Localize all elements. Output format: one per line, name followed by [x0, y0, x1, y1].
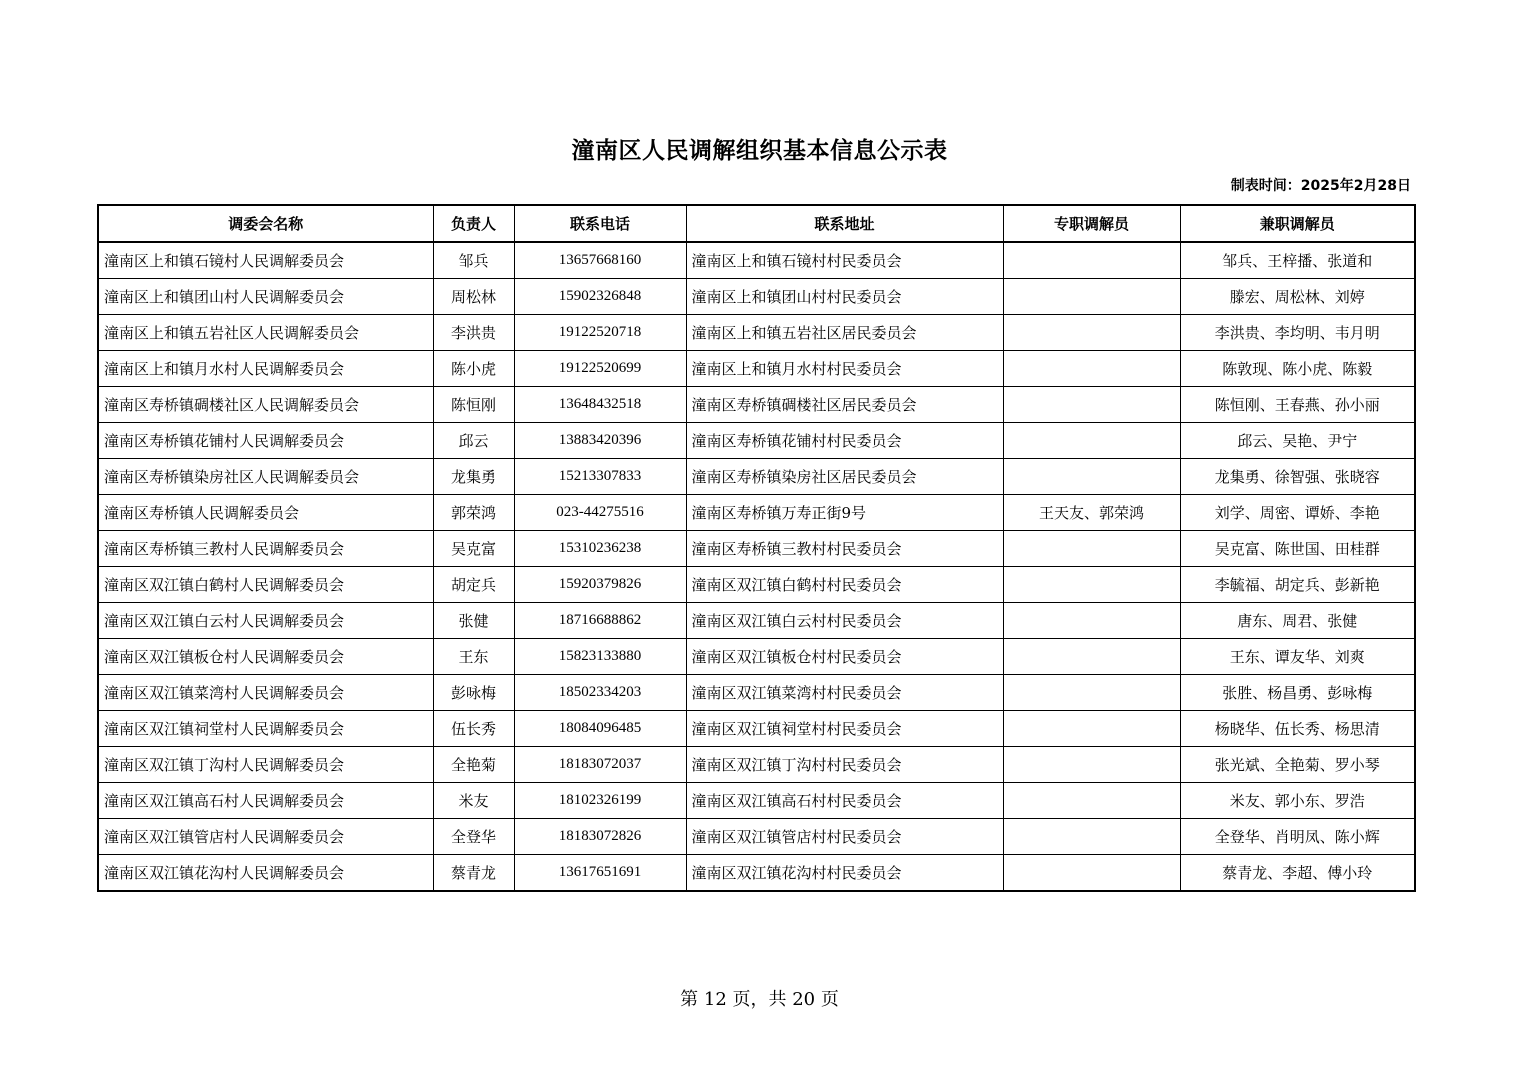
cell-address: 潼南区双江镇祠堂村村民委员会	[686, 711, 1003, 747]
table-row	[98, 819, 1415, 855]
cell-person-in-charge: 郭荣鸿	[433, 495, 514, 531]
table-row	[98, 351, 1415, 387]
cell-address: 潼南区上和镇团山村村民委员会	[686, 279, 1003, 315]
cell-person-in-charge: 王东	[433, 639, 514, 675]
cell-phone: 19122520699	[514, 351, 686, 387]
cell-fulltime-mediators	[1003, 387, 1180, 423]
cell-fulltime-mediators	[1003, 711, 1180, 747]
cell-person-in-charge: 周松林	[433, 279, 514, 315]
table-date: 制表时间：2025年2月28日	[1230, 178, 1411, 194]
table-header-row	[98, 205, 1415, 242]
cell-address: 潼南区上和镇石镜村村民委员会	[686, 242, 1003, 279]
document-title: 潼南区人民调解组织基本信息公示表	[571, 137, 948, 164]
cell-person-in-charge: 陈恒刚	[433, 387, 514, 423]
cell-phone: 15823133880	[514, 639, 686, 675]
table-row	[98, 855, 1415, 892]
table-row	[98, 567, 1415, 603]
cell-person-in-charge: 龙集勇	[433, 459, 514, 495]
table-body	[98, 242, 1415, 891]
cell-person-in-charge: 彭咏梅	[433, 675, 514, 711]
cell-person-in-charge: 米友	[433, 783, 514, 819]
cell-fulltime-mediators	[1003, 315, 1180, 351]
cell-phone: 18102326199	[514, 783, 686, 819]
cell-phone: 19122520718	[514, 315, 686, 351]
cell-committee-name: 潼南区上和镇五岩社区人民调解委员会	[98, 315, 433, 351]
cell-address: 潼南区双江镇板仓村村民委员会	[686, 639, 1003, 675]
cell-phone: 18183072826	[514, 819, 686, 855]
table-row	[98, 783, 1415, 819]
cell-committee-name: 潼南区上和镇团山村人民调解委员会	[98, 279, 433, 315]
cell-phone: 15920379826	[514, 567, 686, 603]
table-row	[98, 459, 1415, 495]
column-header-committee-name: 调委会名称	[98, 205, 433, 242]
cell-parttime-mediators: 唐东、周君、张健	[1180, 603, 1415, 639]
cell-address: 潼南区寿桥镇三教村村民委员会	[686, 531, 1003, 567]
cell-address: 潼南区双江镇高石村村民委员会	[686, 783, 1003, 819]
cell-fulltime-mediators	[1003, 423, 1180, 459]
cell-committee-name: 潼南区双江镇管店村人民调解委员会	[98, 819, 433, 855]
cell-parttime-mediators: 全登华、肖明凤、陈小辉	[1180, 819, 1415, 855]
cell-phone: 18084096485	[514, 711, 686, 747]
cell-parttime-mediators: 杨晓华、伍长秀、杨思清	[1180, 711, 1415, 747]
cell-fulltime-mediators	[1003, 603, 1180, 639]
table-row	[98, 711, 1415, 747]
cell-person-in-charge: 胡定兵	[433, 567, 514, 603]
cell-person-in-charge: 蔡青龙	[433, 855, 514, 892]
cell-person-in-charge: 吴克富	[433, 531, 514, 567]
cell-fulltime-mediators	[1003, 242, 1180, 279]
cell-phone: 13883420396	[514, 423, 686, 459]
table-row	[98, 603, 1415, 639]
cell-phone: 13657668160	[514, 242, 686, 279]
column-header-person-in-charge: 负责人	[433, 205, 514, 242]
cell-committee-name: 潼南区上和镇月水村人民调解委员会	[98, 351, 433, 387]
cell-committee-name: 潼南区上和镇石镜村人民调解委员会	[98, 242, 433, 279]
cell-address: 潼南区双江镇花沟村村民委员会	[686, 855, 1003, 892]
cell-fulltime-mediators	[1003, 531, 1180, 567]
cell-parttime-mediators: 邹兵、王梓播、张道和	[1180, 242, 1415, 279]
cell-phone: 15902326848	[514, 279, 686, 315]
cell-phone: 023-44275516	[514, 495, 686, 531]
cell-phone: 18183072037	[514, 747, 686, 783]
cell-committee-name: 潼南区寿桥镇碉楼社区人民调解委员会	[98, 387, 433, 423]
cell-fulltime-mediators	[1003, 783, 1180, 819]
cell-parttime-mediators: 米友、郭小东、罗浩	[1180, 783, 1415, 819]
cell-person-in-charge: 张健	[433, 603, 514, 639]
cell-parttime-mediators: 张光斌、全艳菊、罗小琴	[1180, 747, 1415, 783]
cell-parttime-mediators: 滕宏、周松林、刘婷	[1180, 279, 1415, 315]
cell-parttime-mediators: 邱云、吴艳、尹宁	[1180, 423, 1415, 459]
cell-committee-name: 潼南区双江镇花沟村人民调解委员会	[98, 855, 433, 892]
cell-committee-name: 潼南区双江镇高石村人民调解委员会	[98, 783, 433, 819]
cell-person-in-charge: 邹兵	[433, 242, 514, 279]
cell-committee-name: 潼南区寿桥镇染房社区人民调解委员会	[98, 459, 433, 495]
cell-address: 潼南区上和镇月水村村民委员会	[686, 351, 1003, 387]
cell-committee-name: 潼南区双江镇菜湾村人民调解委员会	[98, 675, 433, 711]
cell-committee-name: 潼南区双江镇丁沟村人民调解委员会	[98, 747, 433, 783]
cell-phone: 18502334203	[514, 675, 686, 711]
page-number-footer: 第 12 页，共 20 页	[680, 989, 839, 1010]
cell-phone: 13648432518	[514, 387, 686, 423]
cell-parttime-mediators: 张胜、杨昌勇、彭咏梅	[1180, 675, 1415, 711]
cell-address: 潼南区寿桥镇花铺村村民委员会	[686, 423, 1003, 459]
cell-person-in-charge: 全登华	[433, 819, 514, 855]
cell-fulltime-mediators	[1003, 567, 1180, 603]
cell-fulltime-mediators	[1003, 855, 1180, 892]
cell-committee-name: 潼南区双江镇祠堂村人民调解委员会	[98, 711, 433, 747]
cell-fulltime-mediators	[1003, 819, 1180, 855]
cell-committee-name: 潼南区寿桥镇人民调解委员会	[98, 495, 433, 531]
cell-committee-name: 潼南区双江镇白云村人民调解委员会	[98, 603, 433, 639]
cell-phone: 18716688862	[514, 603, 686, 639]
table-row	[98, 747, 1415, 783]
cell-person-in-charge: 李洪贵	[433, 315, 514, 351]
cell-address: 潼南区双江镇白鹤村村民委员会	[686, 567, 1003, 603]
cell-fulltime-mediators	[1003, 351, 1180, 387]
column-header-address: 联系地址	[686, 205, 1003, 242]
cell-fulltime-mediators	[1003, 747, 1180, 783]
cell-parttime-mediators: 刘学、周密、谭娇、李艳	[1180, 495, 1415, 531]
table-row	[98, 639, 1415, 675]
cell-fulltime-mediators	[1003, 639, 1180, 675]
cell-address: 潼南区双江镇丁沟村村民委员会	[686, 747, 1003, 783]
table-row	[98, 495, 1415, 531]
table-row	[98, 279, 1415, 315]
cell-parttime-mediators: 蔡青龙、李超、傅小玲	[1180, 855, 1415, 892]
cell-committee-name: 潼南区双江镇白鹤村人民调解委员会	[98, 567, 433, 603]
cell-person-in-charge: 伍长秀	[433, 711, 514, 747]
column-header-phone: 联系电话	[514, 205, 686, 242]
table-row	[98, 675, 1415, 711]
cell-person-in-charge: 陈小虎	[433, 351, 514, 387]
table-row	[98, 423, 1415, 459]
table-row	[98, 242, 1415, 279]
cell-address: 潼南区上和镇五岩社区居民委员会	[686, 315, 1003, 351]
cell-parttime-mediators: 李洪贵、李均明、韦月明	[1180, 315, 1415, 351]
cell-fulltime-mediators	[1003, 279, 1180, 315]
cell-phone: 15310236238	[514, 531, 686, 567]
cell-person-in-charge: 全艳菊	[433, 747, 514, 783]
cell-address: 潼南区双江镇菜湾村村民委员会	[686, 675, 1003, 711]
cell-parttime-mediators: 陈恒刚、王春燕、孙小丽	[1180, 387, 1415, 423]
cell-fulltime-mediators	[1003, 675, 1180, 711]
column-header-parttime-mediators: 兼职调解员	[1180, 205, 1415, 242]
cell-committee-name: 潼南区寿桥镇花铺村人民调解委员会	[98, 423, 433, 459]
cell-parttime-mediators: 陈敦现、陈小虎、陈毅	[1180, 351, 1415, 387]
column-header-fulltime-mediators: 专职调解员	[1003, 205, 1180, 242]
cell-parttime-mediators: 龙集勇、徐智强、张晓容	[1180, 459, 1415, 495]
cell-address: 潼南区双江镇白云村村民委员会	[686, 603, 1003, 639]
cell-parttime-mediators: 李毓福、胡定兵、彭新艳	[1180, 567, 1415, 603]
table-row	[98, 531, 1415, 567]
cell-committee-name: 潼南区双江镇板仓村人民调解委员会	[98, 639, 433, 675]
cell-address: 潼南区寿桥镇万寿正街9号	[686, 495, 1003, 531]
cell-phone: 15213307833	[514, 459, 686, 495]
cell-committee-name: 潼南区寿桥镇三教村人民调解委员会	[98, 531, 433, 567]
cell-parttime-mediators: 吴克富、陈世国、田桂群	[1180, 531, 1415, 567]
cell-fulltime-mediators	[1003, 459, 1180, 495]
cell-fulltime-mediators: 王天友、郭荣鸿	[1003, 495, 1180, 531]
cell-address: 潼南区双江镇管店村村民委员会	[686, 819, 1003, 855]
cell-address: 潼南区寿桥镇染房社区居民委员会	[686, 459, 1003, 495]
cell-parttime-mediators: 王东、谭友华、刘爽	[1180, 639, 1415, 675]
cell-address: 潼南区寿桥镇碉楼社区居民委员会	[686, 387, 1003, 423]
cell-phone: 13617651691	[514, 855, 686, 892]
cell-person-in-charge: 邱云	[433, 423, 514, 459]
table-row	[98, 387, 1415, 423]
mediation-info-table	[97, 204, 1416, 892]
table-row	[98, 315, 1415, 351]
